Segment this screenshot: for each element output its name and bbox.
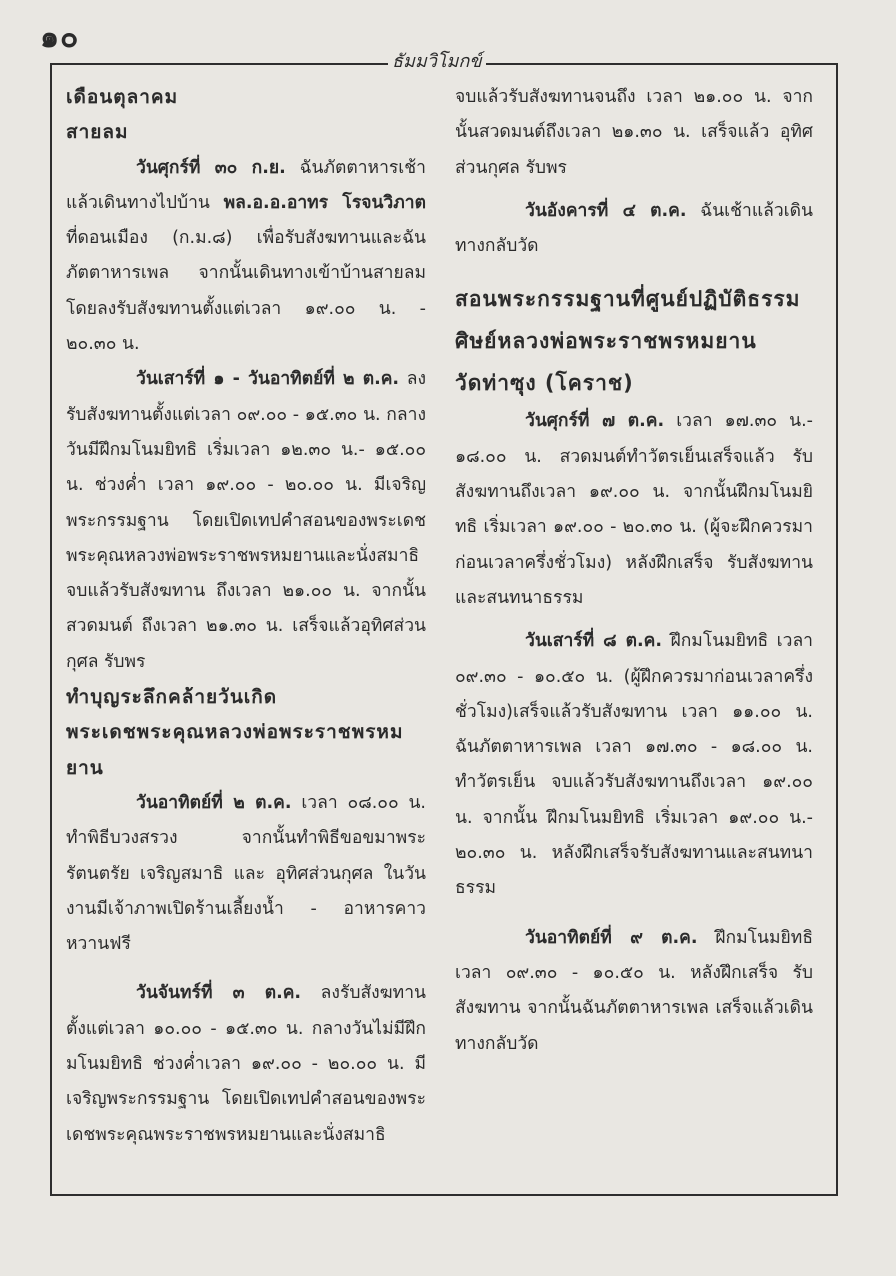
paragraph-text: ฝึกมโนมยิทธิ เวลา ๐๙.๓๐ - ๑๐.๕๐ น. หลังฝึกเสร็จ รับสังฆทาน จากนั้นฉันภัตตาหารเพล เสร็จแล้วเดินทางกลับวัด xyxy=(455,927,813,1054)
schedule-paragraph xyxy=(455,194,813,265)
right-column xyxy=(455,80,813,1062)
paragraph-text: ลงรับสังฆทานตั้งแต่เวลา ๐๙.๐๐ - ๑๕.๓๐ น. กลางวันมีฝึกมโนมยิทธิ เริ่มเวลา ๑๒.๓๐ น.- ๑๕.๐๐ น. ช่วงค่ำ เวลา ๑๙.๐๐ - ๒๐.๐๐ น. มีเจริญพระกรรมฐาน โดยเปิดเทปคำสอนของพระเดชพระคุณหลวงพ่อพระราชพรหมยานและนั่งสมาธิ จบแล้วรับสังฆทาน ถึงเวลา ๒๑.๐๐ น. จากนั้นสวดมนต์ ถึงเวลา ๒๑.๓๐ น. เสร็จแล้วอุทิศส่วนกุศล รับพร xyxy=(66,369,426,672)
schedule-paragraph xyxy=(66,362,426,680)
section-heading: สอนพระกรรมฐานที่ศูนย์ปฏิบัติธรรม xyxy=(455,287,801,312)
paragraph-text: ฉันเช้าแล้วเดินทางกลับวัด xyxy=(455,200,813,257)
event-heading: ทำบุญระลึกคล้ายวันเกิด xyxy=(66,686,278,709)
paragraph-text: ที่ดอนเมือง (ก.ม.๘) เพื่อรับสังฆทานและฉันภัตตาหารเพล จากนั้นเดินทางเข้าบ้านสายลม โดยลงรับสังฆทานตั้งแต่เวลา ๑๙.๐๐ น. - ๒๐.๓๐ น. xyxy=(66,228,426,355)
section-heading: ศิษย์หลวงพ่อพระราชพรหมยาน xyxy=(455,329,757,354)
schedule-paragraph xyxy=(66,976,426,1152)
date-label: วันศุกร์ที่ ๗ ต.ค. xyxy=(525,411,665,432)
date-label: วันอาทิตย์ที่ ๙ ต.ค. xyxy=(525,927,698,948)
paragraph-text: ฝึกมโนมยิทธิ เวลา ๐๙.๓๐ - ๑๐.๕๐ น. (ผู้ฝึกควรมาก่อนเวลาครึ่งชั่วโมง)เสร็จแล้วรับสังฆทาน เวลา ๑๑.๐๐ น. ฉันภัตตาหารเพล เวลา ๑๗.๓๐ - ๑๘.๐๐ น. ทำวัตรเย็น จบแล้วรับสังฆทานถึงเวลา ๑๙.๐๐ น. จากนั้น ฝึกมโนมยิทธิ เริ่มเวลา ๑๙.๐๐ น.- ๒๐.๓๐ น. หลังฝึกเสร็จรับสังฆทานและสนทนาธรรม xyxy=(455,631,813,899)
paragraph-text: ฉันภัตตาหารเช้าแล้วเดินทางไปบ้าน xyxy=(66,157,426,213)
paragraph-text: ลงรับสังฆทานตั้งแต่เวลา ๑๐.๐๐ - ๑๕.๓๐ น. กลางวันไม่มีฝึกมโนมยิทธิ ช่วงค่ำเวลา ๑๙.๐๐ - ๒๐.๐๐ น. มีเจริญพระกรรมฐาน โดยเปิดเทปคำสอนของพระเดชพระคุณพระราชพรหมยานและนั่งสมาธิ xyxy=(66,983,426,1145)
page-number: ๑๐ xyxy=(40,20,80,55)
paragraph-text: เวลา ๑๗.๓๐ น.- ๑๘.๐๐ น. สวดมนต์ทำวัตรเย็นเสร็จแล้ว รับสังฆทานถึงเวลา ๑๙.๐๐ น. จากนั้นฝึกมโนมยิทธิ เริ่มเวลา ๑๙.๐๐ - ๒๐.๓๐ น. (ผู้จะฝึกควรมาก่อนเวลาครึ่งชั่วโมง) หลังฝึกเสร็จ รับสังฆทานและสนทนาธรรม xyxy=(455,411,813,608)
schedule-paragraph: จบแล้วรับสังฆทานจนถึง เวลา ๒๑.๐๐ น. จากนั้นสวดมนต์ถึงเวลา ๒๑.๓๐ น. เสร็จแล้ว อุทิศส่วนกุศล รับพร xyxy=(455,87,813,178)
section-heading: วัดท่าซุง (โคราช) xyxy=(455,371,634,396)
event-heading: พระเดชพระคุณหลวงพ่อพระราชพรหมยาน xyxy=(66,721,404,779)
schedule-paragraph xyxy=(455,404,813,616)
paragraph-text: เวลา ๐๘.๐๐ น. ทำพิธีบวงสรวง จากนั้นทำพิธีขอขมาพระรัตนตรัย เจริญสมาธิ และ อุทิศส่วนกุศล ในวันงานมีเจ้าภาพเปิดร้านเลี้ยงน้ำ - อาหารคาวหวานฟรี xyxy=(66,792,426,955)
date-label: วันศุกร์ที่ ๓๐ ก.ย. xyxy=(136,157,286,178)
date-label: วันเสาร์ที่ ๘ ต.ค. xyxy=(525,631,663,652)
place-heading: สายลม xyxy=(66,121,129,144)
date-label: วันอังคารที่ ๔ ต.ค. xyxy=(525,200,687,221)
schedule-paragraph xyxy=(455,624,813,906)
masthead-title: ธัมมวิโมกข์ xyxy=(388,46,486,75)
schedule-paragraph xyxy=(455,921,813,1062)
date-label: วันเสาร์ที่ ๑ - วันอาทิตย์ที่ ๒ ต.ค. xyxy=(136,369,400,390)
date-label: วันจันทร์ที่ ๓ ต.ค. xyxy=(136,983,302,1004)
left-column xyxy=(66,80,426,1153)
schedule-paragraph xyxy=(66,151,426,363)
host-name: พล.อ.อ.อาทร โรจนวิภาต xyxy=(223,192,426,213)
schedule-paragraph xyxy=(66,786,426,962)
month-heading: เดือนตุลาคม xyxy=(66,86,179,108)
date-label: วันอาทิตย์ที่ ๒ ต.ค. xyxy=(136,792,292,813)
